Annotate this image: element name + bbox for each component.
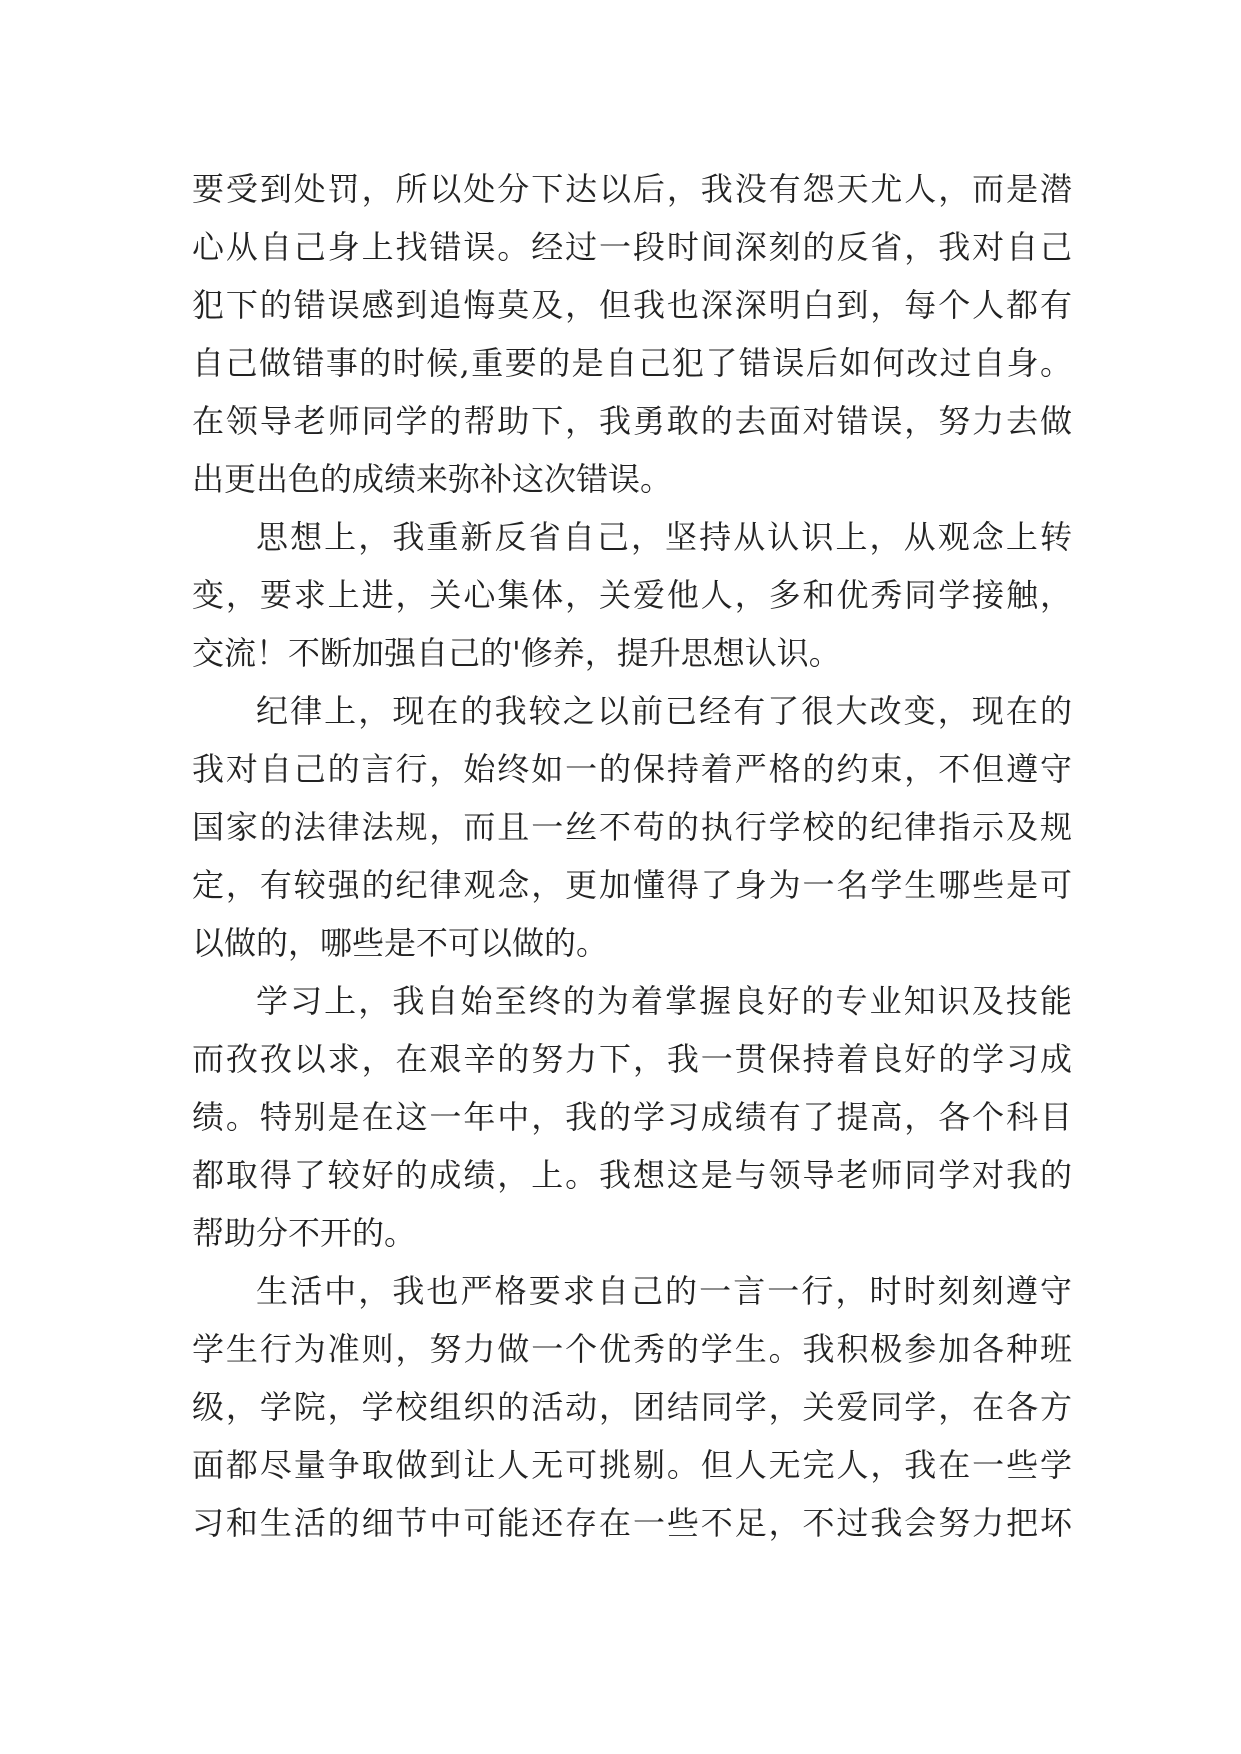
text-line: 学习上，我自始至终的为着掌握良好的专业知识及技能 (256, 982, 1072, 1020)
text-line: 出更出色的成绩来弥补这次错误。 (192, 460, 673, 498)
text-line: 帮助分不开的。 (192, 1214, 417, 1252)
text-line: 生活中，我也严格要求自己的一言一行，时时刻刻遵守 (256, 1272, 1072, 1310)
text-line: 级，学院，学校组织的活动，团结同学，关爱同学，在各方 (192, 1388, 1072, 1426)
text-line: 国家的法律法规，而且一丝不苟的执行学校的纪律指示及规 (192, 808, 1072, 846)
text-line: 变，要求上进，关心集体，关爱他人，多和优秀同学接触， (192, 576, 1072, 614)
text-line: 以做的，哪些是不可以做的。 (192, 924, 609, 962)
text-line: 定，有较强的纪律观念，更加懂得了身为一名学生哪些是可 (192, 866, 1072, 904)
text-line: 学生行为准则，努力做一个优秀的学生。我积极参加各种班 (192, 1330, 1072, 1368)
body-text (192, 160, 1072, 1552)
text-line: 纪律上，现在的我较之以前已经有了很大改变，现在的 (256, 692, 1072, 730)
text-line: 都取得了较好的成绩，上。我想这是与领导老师同学对我的 (192, 1156, 1072, 1194)
text-line: 我对自己的言行，始终如一的保持着严格的约束，不但遵守 (192, 750, 1072, 788)
text-line: 而孜孜以求，在艰辛的努力下，我一贯保持着良好的学习成 (192, 1040, 1072, 1078)
text-line: 思想上，我重新反省自己，坚持从认识上，从观念上转 (256, 518, 1072, 556)
text-line: 心从自己身上找错误。经过一段时间深刻的反省，我对自己 (192, 228, 1072, 266)
text-line: 面都尽量争取做到让人无可挑剔。但人无完人，我在一些学 (192, 1446, 1072, 1484)
text-line: 在领导老师同学的帮助下，我勇敢的去面对错误，努力去做 (192, 402, 1072, 440)
text-line: 要受到处罚，所以处分下达以后，我没有怨天尤人，而是潜 (192, 170, 1072, 208)
text-line: 习和生活的细节中可能还存在一些不足，不过我会努力把坏 (192, 1504, 1072, 1542)
text-line: 犯下的错误感到追悔莫及，但我也深深明白到，每个人都有 (192, 286, 1072, 324)
text-line: 绩。特别是在这一年中，我的学习成绩有了提高，各个科目 (192, 1098, 1072, 1136)
text-line: 自己做错事的时候,重要的是自己犯了错误后如何改过自身。 (192, 344, 1072, 382)
text-line: 交流！不断加强自己的'修养，提升思想认识。 (192, 634, 841, 672)
